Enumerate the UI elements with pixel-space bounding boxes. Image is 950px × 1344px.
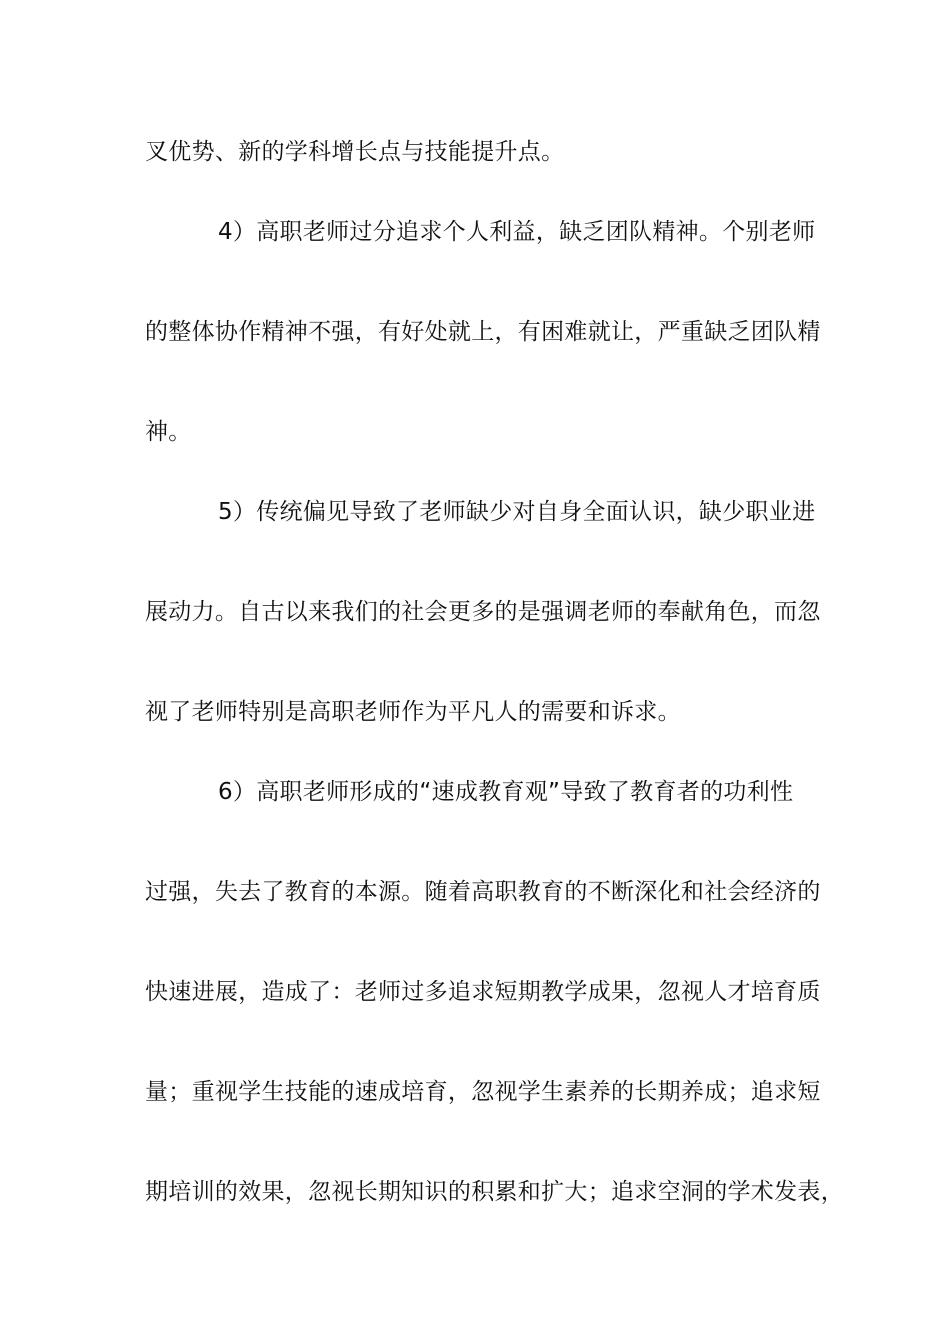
text-line: 叉优势、新的学科增长点与技能提升点。 (145, 139, 565, 165)
text-line: 过强，失去了教育的本源。随着高职教育的不断深化和社会经济的 (145, 879, 821, 905)
text-line: 量；重视学生技能的速成培育，忽视学生素养的长期养成；追求短 (145, 1079, 821, 1105)
text-line: 的整体协作精神不强，有好处就上，有困难就让，严重缺乏团队精 (145, 319, 821, 345)
paragraph-6-start: 6）高职老师形成的“速成教育观”导致了教育者的功利性 (218, 779, 794, 805)
paragraph-5-start: 5）传统偏见导致了老师缺少对自身全面认识，缺少职业进 (218, 499, 816, 525)
paragraph-4-start: 4）高职老师过分追求个人利益，缺乏团队精神。个别老师 (218, 219, 816, 245)
text-line: 快速进展，造成了：老师过多追求短期教学成果，忽视人才培育质 (145, 979, 821, 1005)
text-line: 神。 (145, 419, 192, 445)
text-line: 视了老师特别是高职老师作为平凡人的需要和诉求。 (145, 699, 681, 725)
text-line: 期培训的效果，忽视长期知识的积累和扩大；追求空洞的学术发表， (145, 1179, 844, 1205)
text-line: 展动力。自古以来我们的社会更多的是强调老师的奉献角色，而忽 (145, 599, 821, 625)
